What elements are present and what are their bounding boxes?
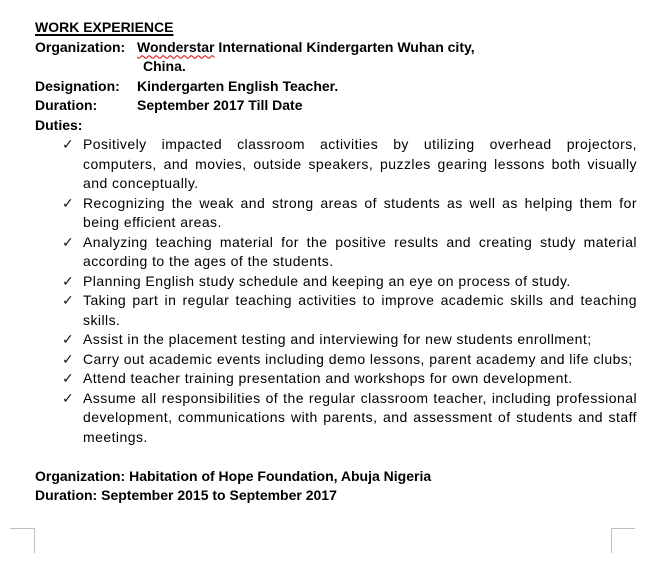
page-text-boundary-mark-left bbox=[10, 528, 35, 553]
duty-text: Attend teacher training presentation and workshops for own development. bbox=[83, 370, 573, 386]
organization-line1-rest: International Kindergarten Wuhan city, bbox=[214, 38, 475, 55]
misspelled-word: Wonderstar bbox=[137, 38, 215, 55]
document-body bbox=[35, 0, 637, 506]
duties-list bbox=[35, 135, 637, 447]
organization-row bbox=[35, 38, 637, 77]
checkmark-bullet-icon: ✓ bbox=[62, 331, 74, 347]
designation-row bbox=[35, 77, 637, 97]
duty-item bbox=[35, 369, 637, 389]
organization-line2: China. bbox=[143, 58, 186, 74]
checkmark-bullet-icon: ✓ bbox=[62, 350, 74, 367]
duty-item bbox=[35, 233, 637, 272]
duty-text: Carry out academic events including demo lessons, parent academy and life clubs; bbox=[83, 350, 633, 367]
duty-item bbox=[35, 350, 637, 370]
duration-value: September 2017 Till Date bbox=[137, 97, 303, 113]
organization-value bbox=[137, 38, 637, 77]
duty-text: Analyzing teaching material for the positive results and creating study material according to the ages of the students. bbox=[83, 233, 637, 269]
section-heading: WORK EXPERIENCE bbox=[35, 19, 174, 35]
checkmark-bullet-icon: ✓ bbox=[62, 389, 74, 406]
checkmark-bullet-icon: ✓ bbox=[62, 292, 74, 308]
duration-row bbox=[35, 96, 637, 116]
duty-item bbox=[35, 194, 637, 233]
duty-text: Taking part in regular teaching activities to improve academic skills and teaching skills. bbox=[83, 292, 637, 328]
checkmark-bullet-icon: ✓ bbox=[62, 136, 74, 152]
duty-item bbox=[35, 291, 637, 330]
duration-line-job2: Duration: September 2015 to September 2017 bbox=[35, 487, 337, 503]
checkmark-bullet-icon: ✓ bbox=[62, 370, 74, 386]
organization-label: Organization: bbox=[35, 38, 126, 55]
blank-line bbox=[35, 447, 637, 467]
organization-line-job2: Organization: Habitation of Hope Foundation, Abuja Nigeria bbox=[35, 467, 432, 484]
designation-label: Designation: bbox=[35, 77, 120, 94]
duty-text: Assist in the placement testing and interviewing for new students enrollment; bbox=[83, 331, 592, 347]
checkmark-bullet-icon: ✓ bbox=[62, 194, 74, 211]
duties-heading: Duties: bbox=[35, 116, 83, 133]
duty-item bbox=[35, 389, 637, 448]
checkmark-bullet-icon: ✓ bbox=[62, 233, 74, 250]
organization-line1 bbox=[137, 39, 475, 55]
duration-label: Duration: bbox=[35, 97, 98, 113]
duty-text: Assume all responsibilities of the regular classroom teacher, including professional development, communications with parents, and assessment of students and staff meetings. bbox=[83, 389, 637, 445]
duty-text: Recognizing the weak and strong areas of students as well as helping them for being efficient areas. bbox=[83, 194, 637, 230]
duty-text: Positively impacted classroom activities by utilizing overhead projectors, computers, and movies, outside speakers, puzzles gearing lessons both visually and conceptually. bbox=[83, 136, 637, 191]
duty-text: Planning English study schedule and keeping an eye on process of study. bbox=[83, 272, 571, 289]
duty-item bbox=[35, 135, 637, 194]
duty-item bbox=[35, 330, 637, 350]
page-text-boundary-mark-right bbox=[611, 528, 635, 553]
checkmark-bullet-icon: ✓ bbox=[62, 272, 74, 289]
duty-item bbox=[35, 272, 637, 292]
designation-value: Kindergarten English Teacher. bbox=[137, 77, 339, 94]
